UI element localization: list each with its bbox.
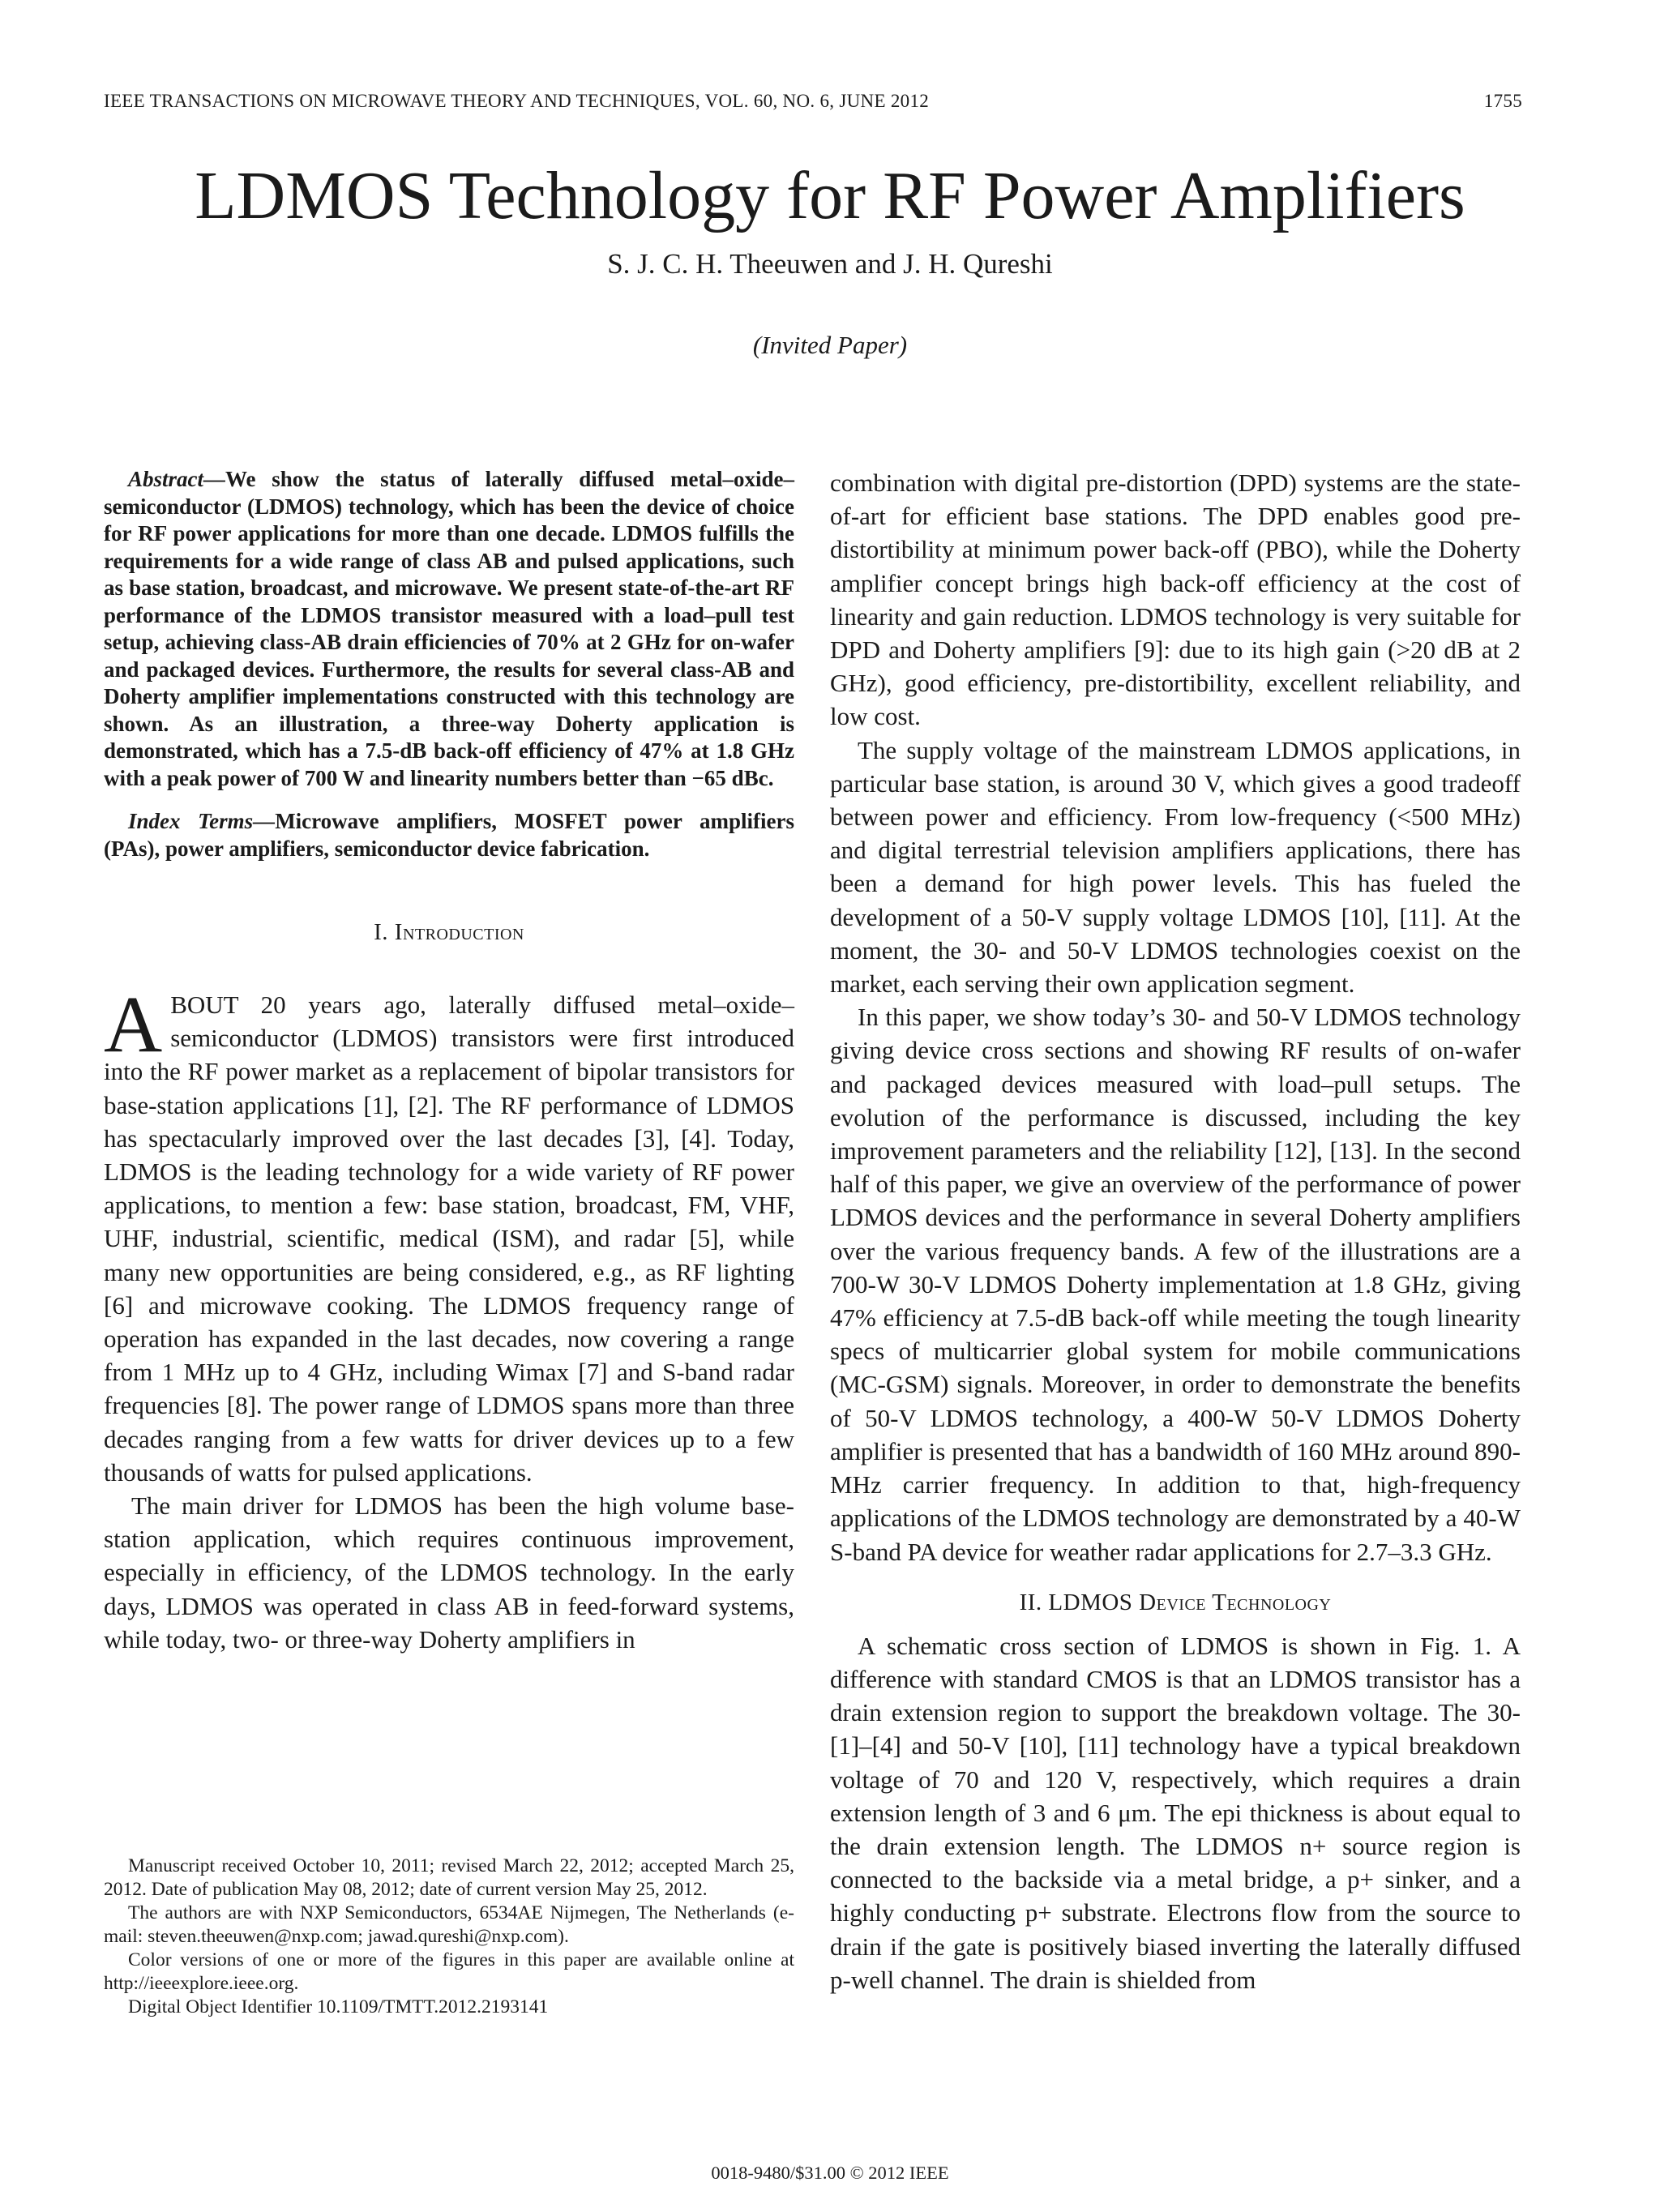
section-heading-ldmos-device-technology: [830, 1589, 1521, 1616]
intro-paragraph-3: The supply voltage of the mainstream LDMOS applications, in particular base station, is around 30 V, which gives a good tradeoff between power and efficiency. From low-frequency (<500 MHz) and digital terrestrial television amplifiers applications, there has been a demand for high power levels. This has fueled the development of a 50-V supply voltage LDMOS [10], [11]. At the moment, the 30- and 50-V LDMOS technologies coexist on the market, each serving their own application segment.: [830, 735, 1521, 999]
page-number: 1755: [1483, 91, 1522, 111]
footnote-color: Color versions of one or more of the figures in this paper are available online at http://ieeexplore.ieee.org.: [104, 1949, 794, 1994]
index-terms: [104, 808, 794, 862]
left-column: [104, 466, 794, 1656]
intro-paragraph-2: The main driver for LDMOS has been the high volume base-station application, which requires continuous improvement, especially in efficiency, of the LDMOS technology. In the early days, LDMOS was operated in class AB in feed-forward systems, while today, two- or three-way Doherty amplifiers in: [104, 1491, 794, 1654]
section-heading-introduction: [104, 919, 794, 946]
right-column: [830, 466, 1521, 1996]
copyright-footer: 0018-9480/$31.00 © 2012 IEEE: [711, 2163, 949, 2183]
section-1-title: Introduction: [394, 919, 524, 945]
abstract-label: Abstract—: [128, 467, 226, 491]
invited-paper-note: (Invited Paper): [752, 331, 908, 359]
section-2-paragraph-1: A schematic cross section of LDMOS is shown in Fig. 1. A difference with standard CMOS is that an LDMOS transistor has a drain extension region to support the breakdown voltage. The 30- [1]–[4] and 50-V [10], [11] technology have a typical breakdown voltage of 70 and 120 V, respectively, which requires a drain extension length of 3 and 6 μm. The epi thickness is about equal to the drain extension length. The LDMOS n+ source region is connected to the backside via a metal bridge, a p+ sinker, and a highly conducting p+ substrate. Electrons flow from the source to drain if the gate is positively biased inverting the laterally diffused p-well channel. The drain is shielded from: [830, 1631, 1521, 1994]
footnote-manuscript: Manuscript received October 10, 2011; revised March 22, 2012; accepted March 25, 2012. Date of publication May 08, 2012; date of current version May 25, 2012.: [104, 1855, 794, 1900]
intro-paragraph-1-text: BOUT 20 years ago, laterally diffused metal–oxide–semiconductor (LDMOS) transistors were first introduced into the RF power market as a replacement of bipolar transistors for base-station applications [1], [2]. The RF performance of LDMOS has spectacularly improved over the last decades [3], [4]. Today, LDMOS is the leading technology for a wide variety of RF power applications, to mention a few: base station, broadcast, FM, VHF, UHF, industrial, scientific, medical (ISM), and radar [5], while many new opportunities are being considered, e.g., as RF lighting [6] and microwave cooking. The LDMOS frequency range of operation has expanded in the last decades, now covering a range from 1 MHz up to 4 GHz, including Wimax [7] and S-band radar frequencies [8]. The power range of LDMOS spans more than three decades ranging from a few watts for driver devices up to a few thousands of watts for pulsed applications.: [104, 990, 794, 1487]
journal-name: IEEE TRANSACTIONS ON MICROWAVE THEORY AND TECHNIQUES, VOL. 60, NO. 6, JUNE 2012: [104, 91, 930, 111]
intro-paragraph-1: [104, 979, 794, 1489]
section-2-title: LDMOS Device Technology: [1048, 1589, 1332, 1615]
intro-paragraph-4: In this paper, we show today’s 30- and 50-V LDMOS technology giving device cross sections and showing RF results of on-wafer and packaged devices measured with load–pull setups. The evolution of the performance is discussed, including the key improvement parameters and the reliability [12], [13]. In the second half of this paper, we give an overview of the performance of power LDMOS devices and the performance in several Doherty amplifiers over the various frequency bands. A few of the illustrations are a 700-W 30-V LDMOS Doherty implementation at 1.8 GHz, giving 47% efficiency at 7.5-dB back-off while meeting the tough linearity specs of multicarrier global system for mobile communications (MC-GSM) signals. Moreover, in order to demonstrate the benefits of 50-V LDMOS technology, a 400-W 50-V LDMOS Doherty amplifier is presented that has a bandwidth of 160 MHz around 890-MHz carrier frequency. In addition to that, high-frequency applications of the LDMOS technology are demonstrated by a 40-W S-band PA device for weather radar applications for 2.7–3.3 GHz.: [830, 1003, 1521, 1566]
footnotes: [104, 1855, 794, 2019]
footnote-affiliation: The authors are with NXP Semiconductors, 6534AE Nijmegen, The Netherlands (e-mail: steven.theeuwen@nxp.com; jawad.qureshi@nxp.com).: [104, 1902, 794, 1947]
paper-title: LDMOS Technology for RF Power Amplifiers: [195, 158, 1465, 233]
section-2-number: II.: [1019, 1589, 1049, 1615]
section-1-number: I.: [374, 919, 395, 945]
drop-cap: A: [104, 979, 163, 1069]
intro-paragraph-2-continued: combination with digital pre-distortion (DPD) systems are the state-of-art for efficient base stations. The DPD enables good pre-distortibility at minimum power back-off (PBO), while the Doherty amplifier concept brings high back-off efficiency at the cost of linearity and gain reduction. LDMOS technology is very suitable for DPD and Doherty amplifiers [9]: due to its high gain (>20 dB at 2 GHz), good efficiency, pre-distortibility, excellent reliability, and low cost.: [830, 468, 1521, 731]
index-terms-label: Index Terms—: [128, 809, 276, 833]
abstract-text: We show the status of laterally diffused metal–oxide–semiconductor (LDMOS) technology, which has been the device of choice for RF power applications for more than one decade. LDMOS fulfills the requirements for a wide range of class AB and pulsed applications, such as base station, broadcast, and microwave. We present state-of-the-art RF performance of the LDMOS transistor measured with a load–pull test setup, achieving class-AB drain efficiencies of 70% at 2 GHz for on-wafer and packaged devices. Furthermore, the results for several class-AB and Doherty amplifier implementations constructed with this technology are shown. As an illustration, a three-way Doherty application is demonstrated, which has a 7.5-dB back-off efficiency of 47% at 1.8 GHz with a peak power of 700 W and linearity numbers better than −65 dBc.: [104, 467, 794, 790]
running-header: [104, 91, 1522, 118]
paper-authors: S. J. C. H. Theeuwen and J. H. Qureshi: [607, 248, 1053, 280]
index-terms-text: Microwave amplifiers, MOSFET power amplifiers (PAs), power amplifiers, semiconductor device fabrication.: [104, 809, 794, 861]
footnote-doi: Digital Object Identifier 10.1109/TMTT.2012.2193141: [128, 1996, 549, 2017]
abstract: [104, 466, 794, 792]
